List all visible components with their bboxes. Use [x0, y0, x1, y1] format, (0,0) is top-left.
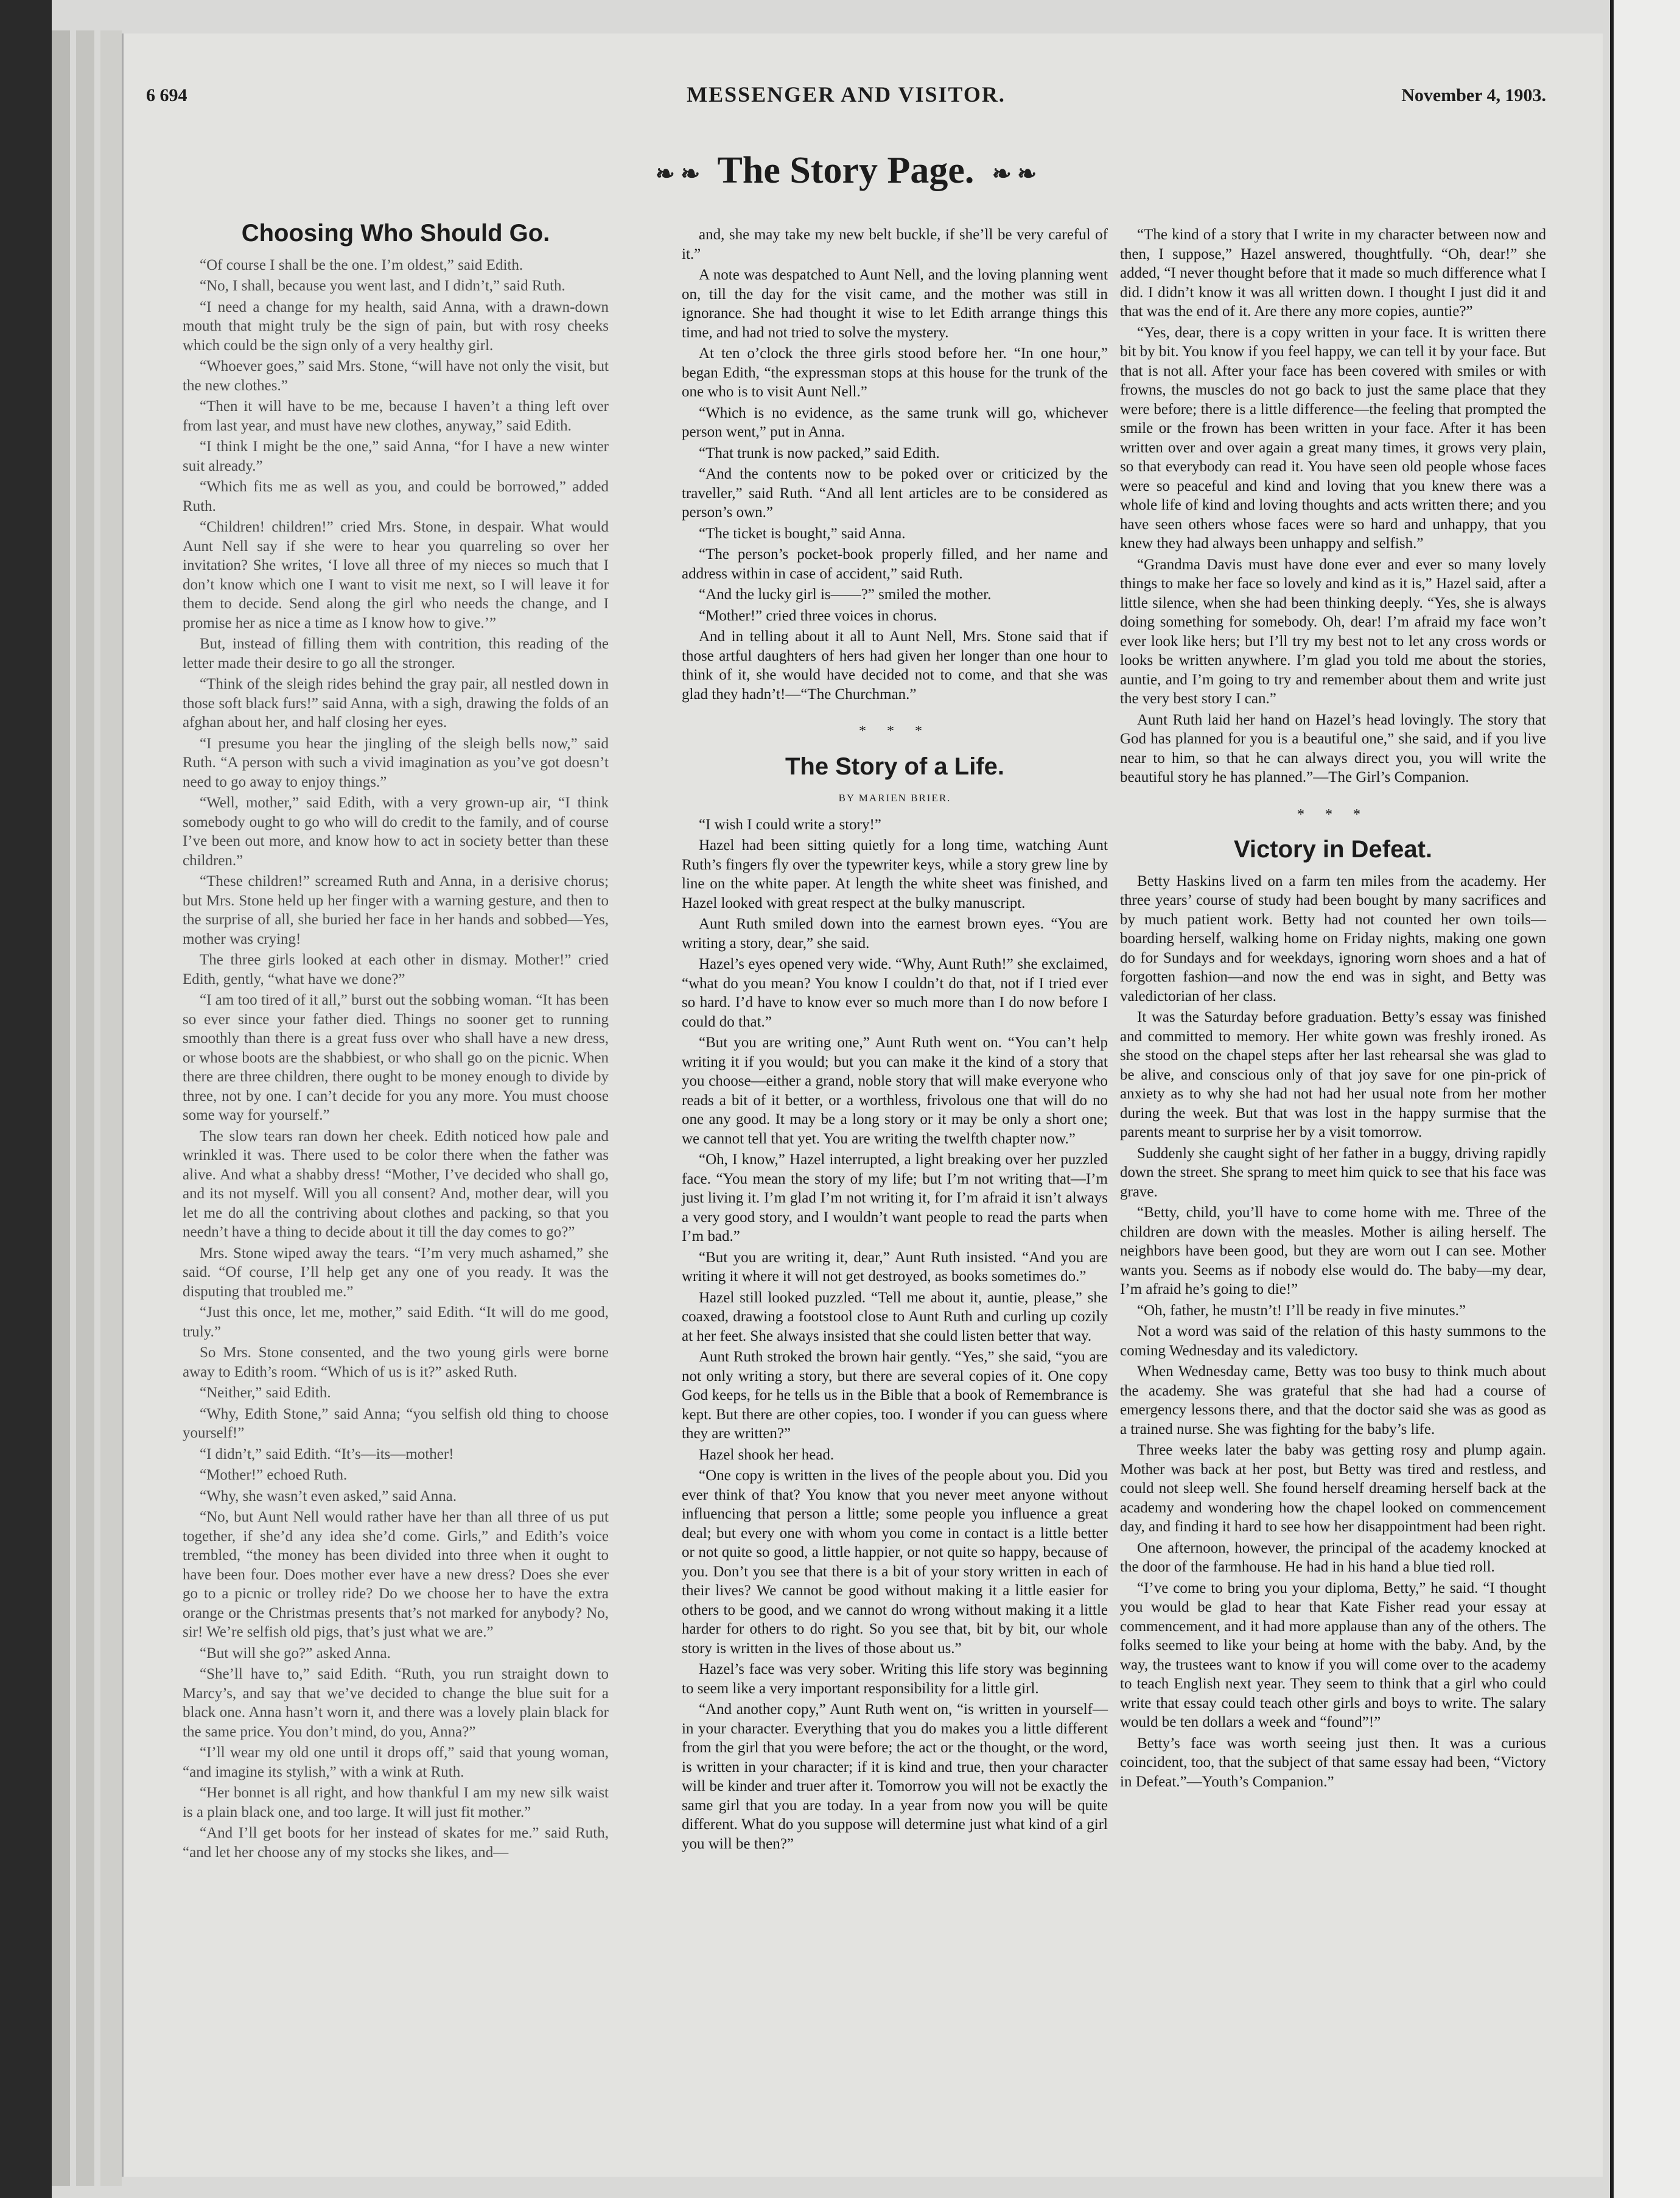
paragraph: and, she may take my new belt buckle, if she’ll be very careful of it.”: [682, 226, 1108, 262]
paragraph: “I wish I could write a story!”: [699, 816, 881, 833]
issue-date: November 4, 1903.: [1401, 85, 1546, 105]
leaf-ornament-icon: ❧ ❧: [992, 161, 1037, 188]
paragraph: When Wednesday came, Betty was too busy to think much about the academy. She was grateful that she had had a course of emergency lessons there, and that the doctor said she was as good as a trained nurse. She was fighting for the baby’s life.: [1120, 1363, 1546, 1438]
paragraph: A note was despatched to Aunt Nell, and the loving planning went on, till the day for the visit came, and the mother was still in ignorance. She had thought it wise to let Edith arrange things this time, and had not tried to solve the mystery.: [682, 267, 1108, 341]
column-1: [183, 220, 609, 1864]
paragraph: “But will she go?” asked Anna.: [200, 1645, 391, 1662]
paragraph: “Which fits me as well as you, and could be borrowed,” added Ruth.: [183, 479, 609, 514]
paragraph: Suddenly she caught sight of her father in a buggy, driving rapidly down the street. She sprang to meet him quick to see that his face was grave.: [1120, 1145, 1546, 1200]
story-title: Victory in Defeat.: [1233, 836, 1433, 863]
paragraph: “And the lucky girl is——?” smiled the mother.: [699, 586, 992, 603]
paragraph: Betty Haskins lived on a farm ten miles from the academy. Her three years’ course of study had been bought by many sacrifices and by much patient work. Betty had not counted her own toils—boarding herself, walking home on Friday nights, making one gown do for Sundays and for weekdays, ignoring worn shoes and a hat of forgotten fashion—and now the end was in sight, and Betty was valedictorian of her class.: [1120, 873, 1546, 1005]
scan-page-stack-1: [52, 30, 70, 2186]
paragraph: Hazel had been sitting quietly for a long time, watching Aunt Ruth’s fingers fly over the typewriter keys, while a story grew line by line on the white paper. At length the white sheet was finished, and Hazel looked with great respect at the bulky manuscript.: [682, 837, 1108, 911]
paragraph: “Then it will have to be me, because I haven’t a thing left over from last year, and must have new clothes, anyway,” said Edith.: [183, 398, 609, 434]
paragraph: “I presume you hear the jingling of the sleigh bells now,” said Ruth. “A person with such a vivid imagination as you’ve got doesn’t need to go away to enjoy things.”: [183, 735, 609, 790]
page-number: 6 694: [146, 85, 187, 105]
paragraph: “Which is no evidence, as the same trunk will go, whichever person went,” put in Anna.: [682, 404, 1108, 440]
paragraph: “And another copy,” Aunt Ruth went on, “is written in yourself—in your character. Everything that you do makes you a little different from the girl that you were before; the act or the thought, or the word, is written in your character; if it is kind and true, then your character will be kinder and truer after it. Tomorrow you will not be exactly the same girl that you are today. In a year from now you will be quite different. What do you suppose will determine just what kind of a girl you will be then?”: [682, 1701, 1108, 1852]
paragraph: “But you are writing it, dear,” Aunt Ruth insisted. “And you are writing it where it will not get destroyed, as books sometimes do.”: [682, 1249, 1108, 1285]
paragraph: “Whoever goes,” said Mrs. Stone, “will have not only the visit, but the new clothes.”: [183, 358, 609, 394]
paragraph: Hazel shook her head.: [699, 1446, 835, 1463]
paragraph: “Why, Edith Stone,” said Anna; “you selfish old thing to choose yourself!”: [183, 1405, 609, 1441]
paragraph: It was the Saturday before graduation. Betty’s essay was finished and committed to memory. Her white gown was freshly ironed. As she stood on the chapel steps after her last rehearsal she was glad to be alive, and conscious only of that joy save for one pin-prick of anxiety as to why she had not had her usual note from her mother during the week. But that was lost in the happy surmise that the parents meant to surprise her by a visit tomorrow.: [1120, 1009, 1546, 1140]
paragraph: “Why, she wasn’t even asked,” said Anna.: [200, 1487, 457, 1505]
masthead: [146, 73, 1546, 122]
paragraph: “Oh, I know,” Hazel interrupted, a light breaking over her puzzled face. “You mean the story of my life; but I’m not writing that—I’m just living it. I’m glad I’m not writing it, for I’m afraid it isn’t always a very good story, and I wouldn’t want people to read the parts when I’m bad.”: [682, 1151, 1108, 1245]
paragraph: “But you are writing one,” Aunt Ruth went on. “You can’t help writing it if you would; but you can make it the kind of a story that you choose—either a grand, noble story that will make everyone who reads a bit of it better, or a worthless, frivolous one that will do no one any good. It may be a long story or it may be only a short one; we cannot tell that yet. You are writing the twelfth chapter now.”: [682, 1034, 1108, 1147]
paragraph: “The person’s pocket-book properly filled, and her name and address within in case of accident,” said Ruth.: [682, 546, 1108, 582]
paragraph: “And I’ll get boots for her instead of skates for me.” said Ruth, “and let her choose any of my stocks she likes, and—: [183, 1825, 609, 1861]
paragraph: “And the contents now to be poked over or criticized by the traveller,” said Ruth. “And all lent articles are to be considered as person’s own.”: [682, 466, 1108, 521]
paragraph: “Neither,” said Edith.: [200, 1385, 331, 1401]
paragraph: “I need a change for my health, said Anna, with a drawn-down mouth that might truly be the sign of pain, but with rosy cheeks which could be the sign only of a very healthy girl.: [183, 298, 609, 354]
paragraph: “Betty, child, you’ll have to come home with me. Three of the children are down with the measles. Mother is ailing herself. The neighbors have been good, but they are worn out I can see. Mother wants you. Seems as if nobody else would do. The baby—my dear, I’m afraid he’s going to die!”: [1120, 1204, 1546, 1297]
paragraph: Hazel’s face was very sober. Writing this life story was beginning to seem like a very important responsibility for a little girl.: [682, 1661, 1108, 1697]
paragraph: “Yes, dear, there is a copy written in your face. It is written there bit by bit. You know if you feel happy, we can tell it by your face. But that is not all. After your face has been covered with smiles or with frowns, the muscles do not go back to just the same place that they were before; there is a little difference—the feeling that prompted the smile or the frown has been written in your face. After it has been written over and over again a great many times, it grows very plain, so that everybody can read it. You have seen old people whose faces were so peaceful and kind and loving that you knew there was a whole life of kind and loving thoughts and acts written there; and you have seen others whose faces were so hard and unhappy, that you knew they had always been unhappy and selfish.”: [1120, 324, 1546, 552]
story-title: The Story of a Life.: [785, 753, 1005, 780]
paragraph: “Of course I shall be the one. I’m oldest,” said Edith.: [200, 256, 523, 273]
scan-left-edge: [0, 0, 52, 2198]
section-separator: * * *: [859, 723, 931, 739]
paragraph: So Mrs. Stone consented, and the two young girls were borne away to Edith’s room. “Which of us is it?” asked Ruth.: [183, 1344, 609, 1380]
paragraph: “I’ll wear my old one until it drops off,” said that young woman, “and imagine its stylish,” with a wink at Ruth.: [183, 1744, 609, 1780]
story-continued-body: [682, 225, 1108, 704]
story-body: [183, 256, 609, 1863]
paragraph: “These children!” screamed Ruth and Anna, in a derisive chorus; but Mrs. Stone held up her finger with a warning gesture, and then to the surprise of all, she buried her face in her hands and sobbed—Yes, mother was crying!: [183, 873, 609, 947]
leaf-ornament-icon: ❧ ❧: [655, 161, 701, 188]
paragraph: “I am too tired of it all,” burst out the sobbing woman. “It has been so ever since your father died. Things no sooner get to running smoothly than there is a great fuss over who shall have a new dress, or whose boots are the shabbiest, or who shall go on the picnic. When there are three children, there ought to be money enough to divide by three, not by one. I can’t decide for you any more. You must choose some way for yourself.”: [183, 992, 609, 1123]
section-title: [146, 149, 1546, 192]
paragraph: “Think of the sleigh rides behind the gray pair, all nestled down in those soft black furs!” said Anna, with a sigh, drawing the folds of an afghan about her, and half closing her eyes.: [183, 676, 609, 731]
paragraph: The three girls looked at each other in dismay. Mother!” cried Edith, gently, “what have we done?”: [183, 952, 609, 988]
paragraph: The slow tears ran down her cheek. Edith noticed how pale and wrinkled it was. There used to be color there when the father was alive. And what a shabby dress! “Mother, I’ve decided who shall go, and its not myself. Will you all consent? And, mother dear, will you let me do all the contriving about clothes and packing, so that you needn’t have a thing to decide about it till the day comes to go?”: [183, 1128, 609, 1240]
paragraph: “No, I shall, because you went last, and I didn’t,” said Ruth.: [200, 278, 565, 294]
paragraph: Hazel’s eyes opened very wide. “Why, Aunt Ruth!” she exclaimed, “what do you mean? You know I couldn’t do that, not if I tried ever so hard. I’d have to know ever so much more than I do now before I could do that.”: [682, 956, 1108, 1030]
paragraph: “One copy is written in the lives of the people about you. Did you ever think of that? You know that you never meet anyone without influencing that person a little; some people you influence a great deal; but every one with whom you come in contact is a little better or not quite so good, a little happier, or not quite so happy, because of you. Don’t you see that there is a bit of your story written in each of their lives? We cannot be good without making it a little easier for others to be good, and we cannot do wrong without making it a little harder for others to do right. So you see that, bit by bit, our whole story is written in the lives of those about us.”: [682, 1467, 1108, 1657]
paragraph: “Children! children!” cried Mrs. Stone, in despair. What would Aunt Nell say if she were to hear you quarreling so over her invitation? She writes, ‘I love all three of my nieces so much that I don’t know which one I want to visit me next, so I will leave it for them to decide. Send along the girl who needs the change, and I promise her as nice a time as I know how to give.’”: [183, 519, 609, 631]
story-body: [682, 815, 1108, 1854]
paragraph: “I didn’t,” said Edith. “It’s—its—mother!: [200, 1445, 454, 1462]
paragraph: Aunt Ruth laid her hand on Hazel’s head lovingly. The story that God has planned for you is a beautiful one,” she said, and if you live near to him, so that he can always direct you, you will write the beautiful story he has planned.”—The Girl’s Companion.: [1120, 711, 1546, 785]
story-body: [1120, 872, 1546, 1792]
paragraph: “Well, mother,” said Edith, with a very grown-up air, “I think somebody ought to go who will do credit to the family, and of course I’ve been out more, and know how to act in society better than these children.”: [183, 795, 609, 869]
paragraph: “No, but Aunt Nell would rather have her than all three of us put together, if she’d any idea she’d come. Girls,” and Edith’s voice trembled, “the money has been divided into three when it ought to have been four. Does mother ever have a new dress? Does she ever go to a picnic or trolley ride? Do we choose her to have the extra orange or the Christmas presents that’s not marked for anybody? No, sir! We’re selfish old pigs, that’s just what we are.”: [183, 1509, 609, 1640]
column-2: [682, 225, 1108, 1855]
story-byline: BY MARIEN BRIER.: [838, 792, 951, 804]
paragraph: “Just this once, let me, mother,” said Edith. “It will do me good, truly.”: [183, 1304, 609, 1340]
paragraph: “Mother!” cried three voices in chorus.: [699, 607, 937, 624]
scan-right-edge: [1610, 0, 1680, 2198]
paragraph: One afternoon, however, the principal of the academy knocked at the door of the farmhouse. He had in his hand a blue tied roll.: [1120, 1539, 1546, 1575]
column-3: [1120, 225, 1546, 1793]
paragraph: And in telling about it all to Aunt Nell, Mrs. Stone said that if those artful daughters of hers had given her longer than one hour to think of it, she would have decided not to come, and that she was glad they hadn’t!—“The Churchman.”: [682, 628, 1108, 703]
section-title-text: The Story Page.: [717, 150, 975, 191]
paragraph: “Her bonnet is all right, and how thankful I am my new silk waist is a plain black one, and too large. It will just fit mother.”: [183, 1785, 609, 1821]
paragraph: But, instead of filling them with contrition, this reading of the letter made their desire to go all the stronger.: [183, 636, 609, 672]
paragraph: “Mother!” echoed Ruth.: [200, 1467, 348, 1483]
paragraph: Betty’s face was worth seeing just then. It was a curious coincident, too, that the subject of that same essay had been, “Victory in Defeat.”—Youth’s Companion.”: [1120, 1735, 1546, 1790]
story-continued-body: [1120, 225, 1546, 787]
paragraph: Aunt Ruth smiled down into the earnest brown eyes. “You are writing a story, dear,” she said.: [682, 916, 1108, 952]
paragraph: Mrs. Stone wiped away the tears. “I’m very much ashamed,” she said. “Of course, I’ll help get any one of you ready. It was the disputing that troubled me.”: [183, 1245, 609, 1300]
paragraph: “Oh, father, he mustn’t! I’ll be ready in five minutes.”: [1137, 1302, 1466, 1319]
paragraph: “The ticket is bought,” said Anna.: [699, 525, 906, 542]
paragraph: Aunt Ruth stroked the brown hair gently. “Yes,” she said, “you are not only writing a story, but there are several copies of it. One copy God keeps, for he tells us in the Bible that a book of Remembrance is kept. But there are other copies, too. I wonder if you can guess where they are written?”: [682, 1349, 1108, 1442]
paragraph: Three weeks later the baby was getting rosy and plump again. Mother was back at her post, but Betty was tired and restless, and could not sleep well. She found herself dreaming herself back at the academy and wondering how the chapel looked on commencement day, and finding it hard to see how her disappointment had been right.: [1120, 1442, 1546, 1535]
scan-page-stack-2: [76, 30, 94, 2186]
paragraph: “Grandma Davis must have done ever and ever so many lovely things to make her face so lovely and kind as it is,” Hazel said, after a little silence, when she had been thinking deeply. “Yes, she is always doing something for somebody. Oh, dear! I’m afraid my face won’t ever look like hers; but I’ll try my best not to let any cross words or looks be written anywhere. I’m glad you told me about the stories, auntie, and I’m going to try and remember about them and write just the very best story I can.”: [1120, 556, 1546, 707]
paragraph: “That trunk is now packed,” said Edith.: [699, 444, 940, 462]
scan-page-stack-3: [100, 30, 122, 2186]
section-separator: * * *: [1297, 806, 1369, 823]
paragraph: “I think I might be the one,” said Anna, “for I have a new winter suit already.”: [183, 438, 609, 474]
paragraph: “The kind of a story that I write in my character between now and then, I suppose,” Hazel answered, thoughtfully. “Oh, dear!” she added, “I never thought before that it made so much difference what I did. I didn’t know it was all written down. I thought I just did it and that was the end of it. Are there any more copies, auntie?”: [1120, 226, 1546, 320]
story-title: Choosing Who Should Go.: [241, 220, 550, 247]
paragraph: “I’ve come to bring you your diploma, Betty,” he said. “I thought you would be glad to hear that Kate Fisher read your essay at commencement, and it had more applause than any of the others. The folks seemed to like your being at home with the baby. And, by the way, the trustees want to know if you will come over to the academy to teach English next year. They seem to think that a girl who could write that essay could teach other girls and boys to write. The salary would be ten dollars a week and “found”!”: [1120, 1579, 1546, 1730]
paragraph: Not a word was said of the relation of this hasty summons to the coming Wednesday and its valedictory.: [1120, 1323, 1546, 1359]
paragraph: “She’ll have to,” said Edith. “Ruth, you run straight down to Marcy’s, and say that we’ve decided to change the blue suit for a black one. Anna hasn’t worn it, and there was a lovely plain black for the same price. You don’t mind, do you, Anna?”: [183, 1666, 609, 1740]
paragraph: At ten o’clock the three girls stood before her. “In one hour,” began Edith, “the expressman stops at this house for the trunk of the one who is to visit Aunt Nell.”: [682, 345, 1108, 400]
paper-title: MESSENGER AND VISITOR.: [687, 82, 1006, 107]
paragraph: Hazel still looked puzzled. “Tell me about it, auntie, please,” she coaxed, drawing a footstool close to Aunt Ruth and curling up cozily at her feet. She always insisted that she could listen better that way.: [682, 1289, 1108, 1344]
